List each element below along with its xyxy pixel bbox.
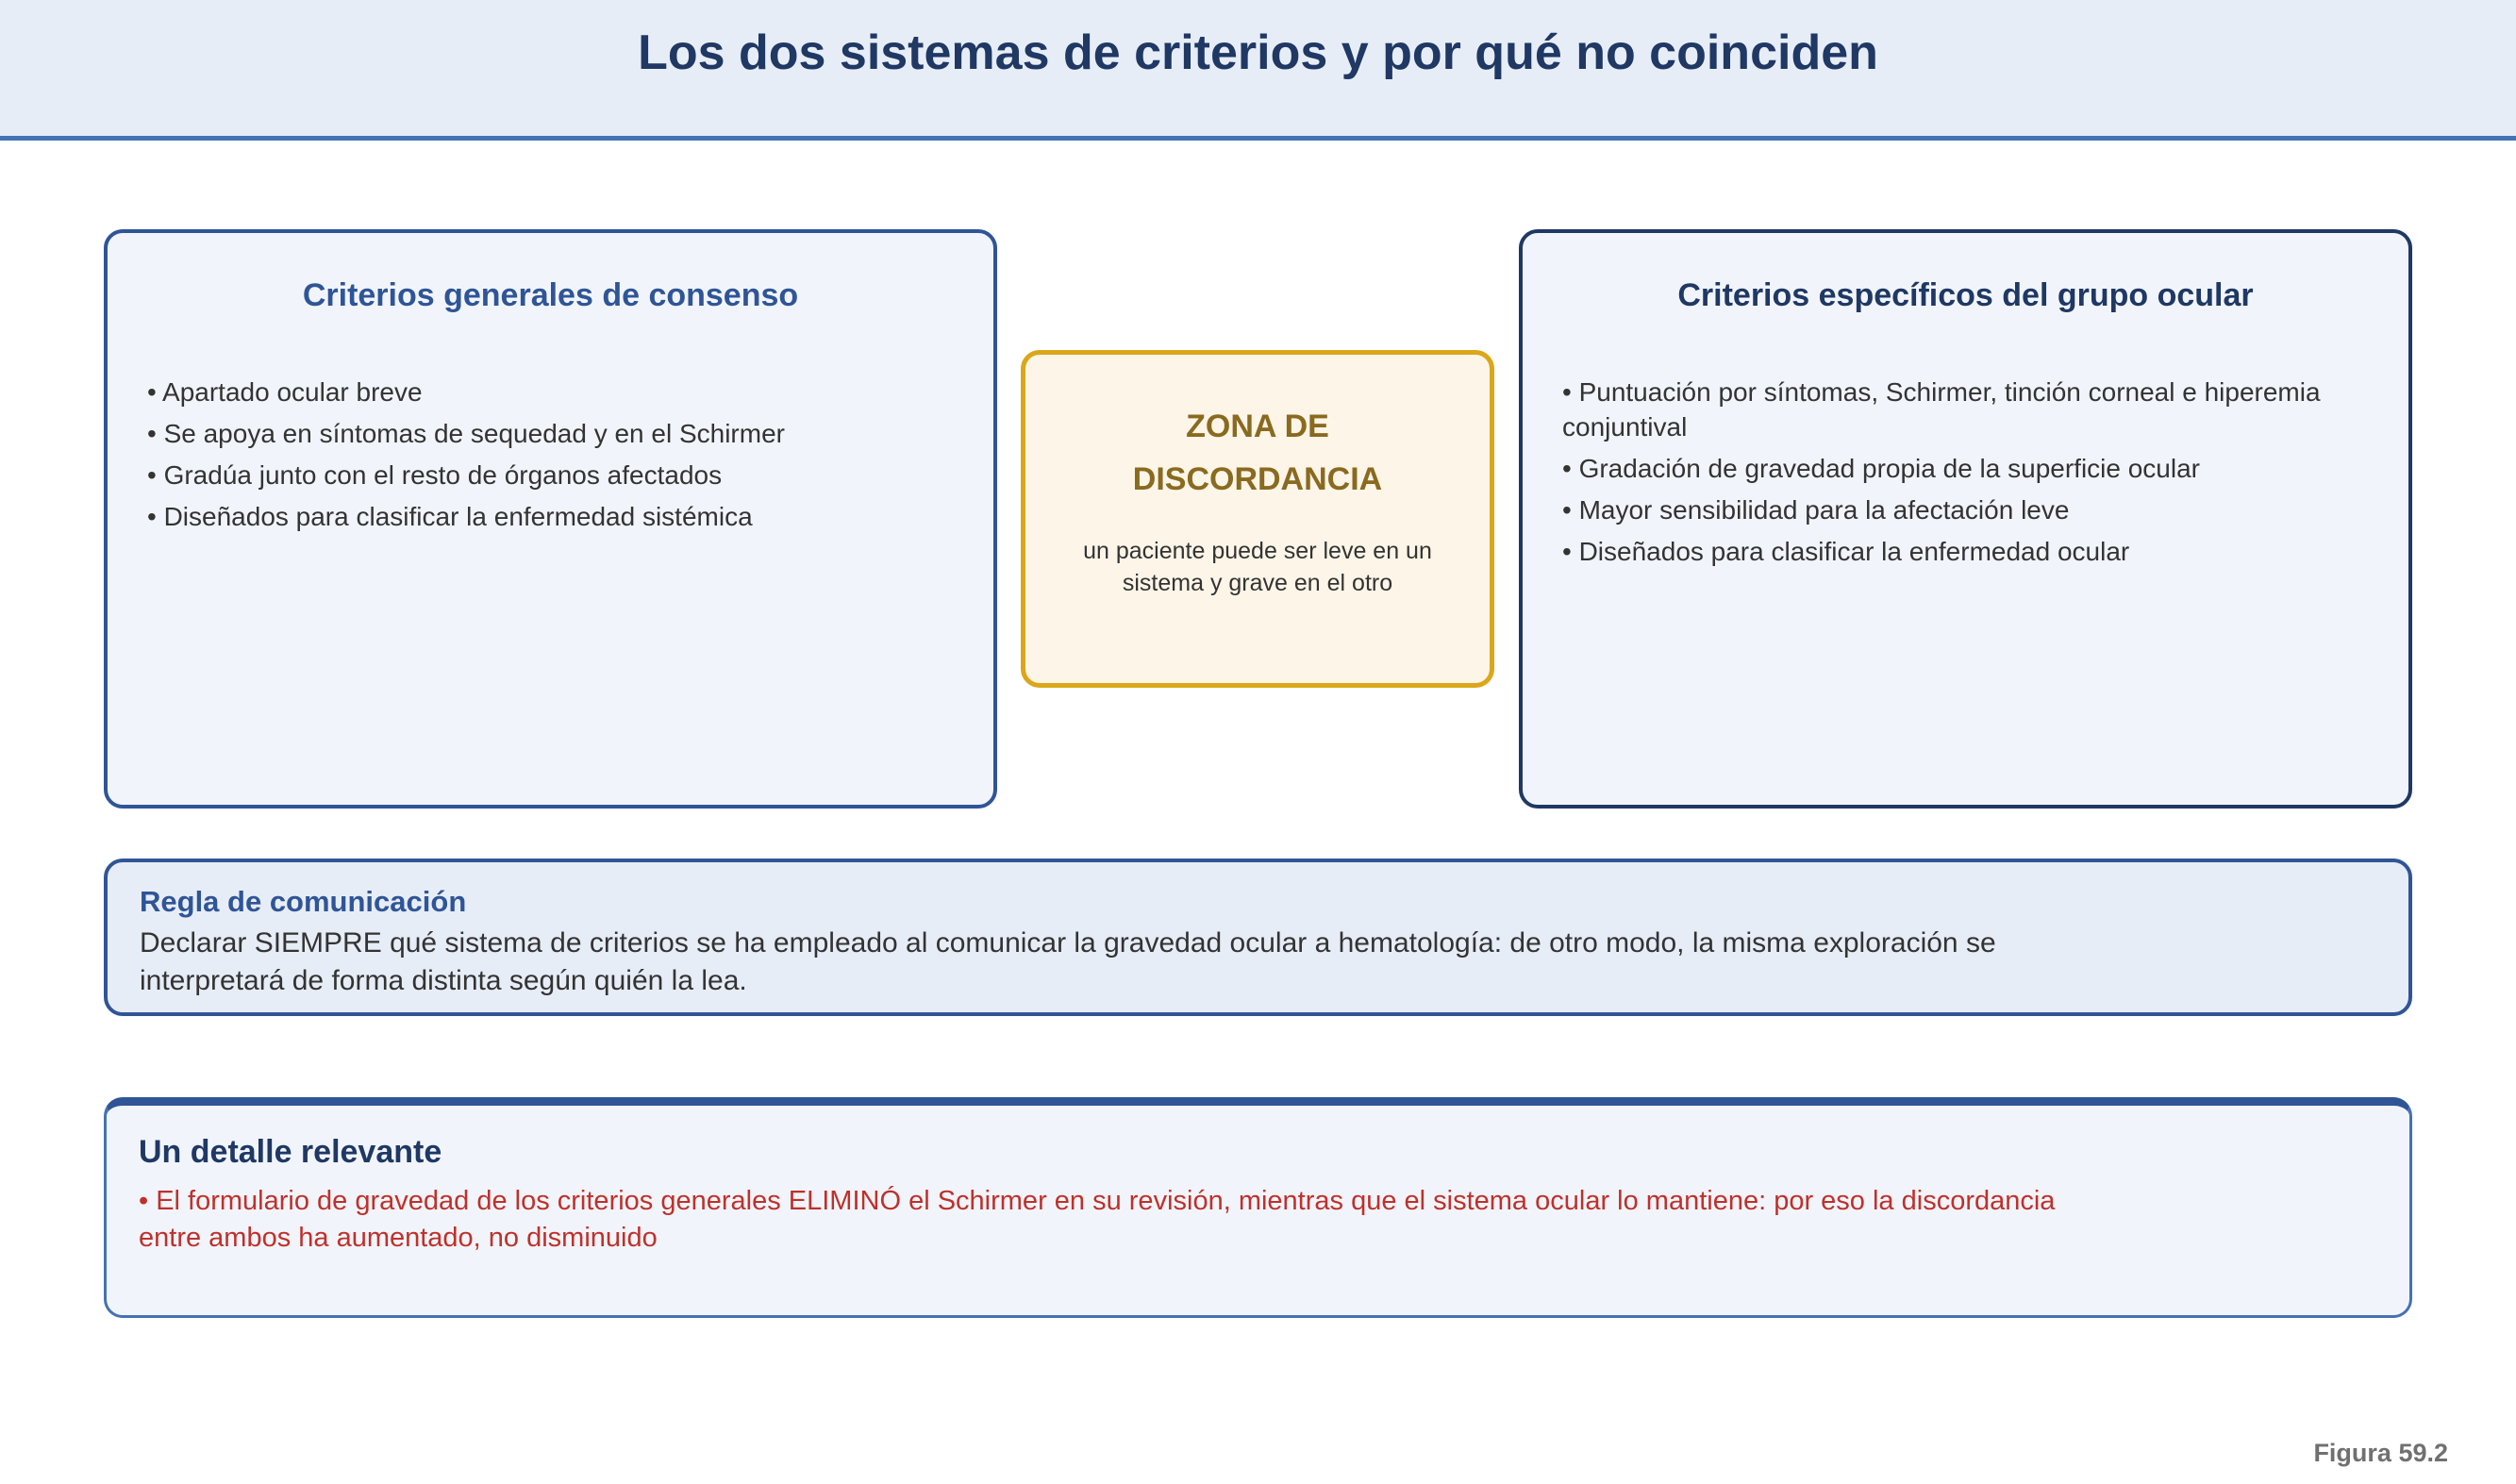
list-item: • Mayor sensibilidad para la afectación leve	[1562, 495, 2070, 525]
page-title: Los dos sistemas de criterios y por qué no coinciden	[638, 25, 1878, 80]
figure-caption: Figura 59.2	[2313, 1439, 2448, 1467]
discordance-title-line1: ZONA DE	[1186, 409, 1329, 444]
general-criteria-panel	[104, 229, 997, 809]
general-criteria-title: Criterios generales de consenso	[302, 277, 799, 313]
relevant-detail-panel	[104, 1097, 2412, 1318]
header-banner	[0, 0, 2516, 141]
communication-rule-text: Declarar SIEMPRE qué sistema de criterios se ha empleado al comunicar la gravedad ocular a hematología: de otro modo, la misma exploración se interpretará de forma distinta según quién la lea.	[140, 927, 1996, 996]
list-item: • Se apoya en síntomas de sequedad y en el Schirmer	[147, 419, 785, 448]
list-item: • Gradúa junto con el resto de órganos afectados	[147, 460, 723, 490]
ocular-criteria-title: Criterios específicos del grupo ocular	[1677, 277, 2254, 313]
general-criteria-list	[147, 375, 956, 541]
communication-rule-panel	[104, 859, 2412, 1016]
discordance-title-line2: DISCORDANCIA	[1132, 461, 1383, 497]
discordance-title	[1025, 400, 1490, 506]
discordance-note: un paciente puede ser leve en un sistema y grave en el otro	[1083, 538, 1432, 596]
ocular-criteria-list	[1562, 375, 2371, 575]
communication-rule-title: Regla de comunicación	[140, 885, 467, 918]
list-item: • Gradación de gravedad propia de la superficie ocular	[1562, 454, 2200, 483]
ocular-criteria-panel	[1519, 229, 2412, 809]
list-item: • Diseñados para clasificar la enfermedad sistémica	[147, 502, 753, 531]
relevant-detail-title: Un detalle relevante	[139, 1134, 442, 1170]
list-item: • Puntuación por síntomas, Schirmer, tinción corneal e hiperemia conjuntival	[1562, 377, 2321, 442]
discordance-zone	[1021, 350, 1494, 688]
list-item: • Apartado ocular breve	[147, 377, 423, 407]
relevant-detail-text: • El formulario de gravedad de los criterios generales ELIMINÓ el Schirmer en su revisión, mientras que el sistema ocular lo mantiene: por eso la discordancia entre ambos ha aumentado, no disminuido	[139, 1186, 2056, 1253]
list-item: • Diseñados para clasificar la enfermedad ocular	[1562, 537, 2130, 566]
